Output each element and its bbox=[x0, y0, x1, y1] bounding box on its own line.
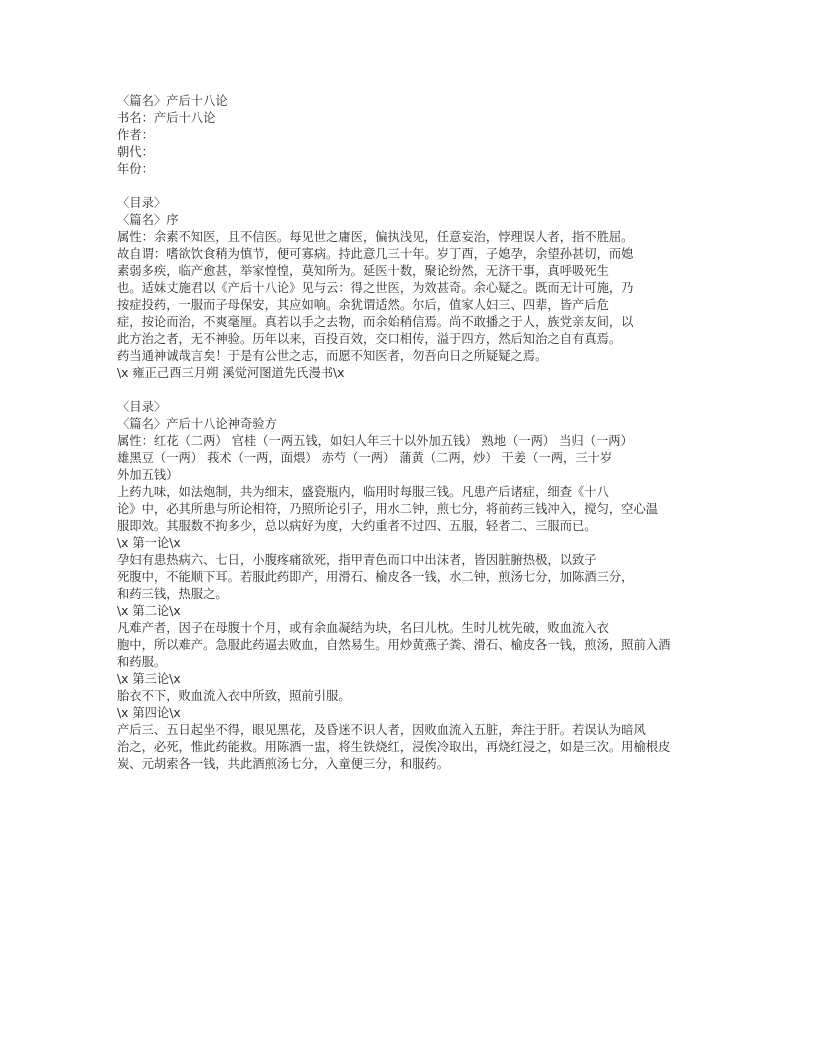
text-line: 〈目录〉 bbox=[117, 196, 167, 210]
text-line: \x 第一论\x bbox=[117, 536, 181, 550]
text-line: 朝代： bbox=[117, 145, 154, 159]
text-line: 论》中，必其所患与所论相符，乃照所论引子，用水二钟，煎七分，将前药三钱冲入，搅匀，空心温 bbox=[117, 502, 659, 516]
text-line: \x 第四论\x bbox=[117, 706, 181, 720]
text-line: 服即效。其服数不拘多少，总以病好为度，大约重者不过四、五服，轻者二、三服而已。 bbox=[117, 519, 597, 533]
text-line: 和药服。 bbox=[117, 655, 167, 669]
text-line: 书名：产后十八论 bbox=[117, 111, 216, 125]
text-line: 治之，必死，惟此药能救。用陈酒一盅，将生铁烧红，浸俟冷取出，再烧红浸之，如是三次。用榆根皮 bbox=[117, 740, 671, 754]
text-line: 〈篇名〉产后十八论 bbox=[117, 94, 228, 108]
text-line: \x 雍正己酉三月朔 溪觉河图道先氏漫书\x bbox=[117, 366, 345, 380]
text-line: 孕妇有患热病六、七日，小腹疼痛欲死，指甲青色而口中出沫者，皆因脏腑热极，以致子 bbox=[117, 553, 597, 567]
text-line: 〈篇名〉序 bbox=[117, 213, 179, 227]
blank-line bbox=[117, 178, 707, 195]
text-line: 作者： bbox=[117, 128, 154, 142]
text-line: 上药九味，如法炮制，共为细末，盛瓷瓶内，临用时每服三钱。凡患产后诸症，细查《十八 bbox=[117, 485, 609, 499]
text-line: 凡难产者，因子在母腹十个月，或有余血凝结为块，名曰儿枕。生时儿枕先破，败血流入衣 bbox=[117, 621, 609, 635]
text-line: 素弱多疾，临产愈甚，举家惶惶，莫知所为。延医十数，聚论纷然，无济干事，真呼吸死生 bbox=[117, 264, 609, 278]
text-line: \x 第二论\x bbox=[117, 604, 181, 618]
text-line: 属性：红花（二两） 官桂（一两五钱，如妇人年三十以外加五钱） 熟地（一两） 当归（一两） bbox=[117, 434, 633, 448]
text-line: 产后三、五日起坐不得，眼见黑花，及昏迷不识人者，因败血流入五脏，奔注于肝。若误认为暗风 bbox=[117, 723, 646, 737]
text-line: 药当通神诚哉言矣！于是有公世之志，而愿不知医者，勿吾向日之所疑疑之焉。 bbox=[117, 349, 548, 363]
text-line: 症，按论而治，不爽毫厘。真若以手之去物，而余始稍信焉。尚不敢播之于人，族党亲友间，以 bbox=[117, 315, 634, 329]
text-line: 炭、元胡索各一钱，共此酒煎汤七分，入童便三分，和服药。 bbox=[117, 757, 450, 771]
text-line: 胞中，所以难产。急服此药逼去败血，自然易生。用炒黄燕子粪、滑石、榆皮各一钱，煎汤，照前入酒 bbox=[117, 638, 671, 652]
blank-line bbox=[117, 382, 707, 399]
text-line: 年份： bbox=[117, 162, 154, 176]
text-line: 雄黑豆（一两） 莪术（一两，面煨） 赤芍（一两） 蒲黄（二两，炒） 干姜（一两，三十岁 bbox=[117, 451, 613, 465]
text-line: 也。适妹丈施君以《产后十八论》见与云：得之世医，为效甚奇。余心疑之。既而无计可施，乃 bbox=[117, 281, 634, 295]
text-line: \x 第三论\x bbox=[117, 672, 181, 686]
text-line: 按症投药，一服而子母保安，其应如响。余犹谓适然。尔后，值家人妇三、四辈，皆产后危 bbox=[117, 298, 609, 312]
text-line: 胎衣不下，败血流入衣中所致，照前引服。 bbox=[117, 689, 351, 703]
document-text-body bbox=[117, 93, 707, 773]
text-line: 〈篇名〉产后十八论神奇验方 bbox=[117, 417, 277, 431]
text-line: 〈目录〉 bbox=[117, 400, 167, 414]
text-line: 此方治之者，无不神验。历年以来，百投百效，交口相传，溢于四方，然后知治之自有真焉。 bbox=[117, 332, 622, 346]
text-line: 外加五钱） bbox=[117, 468, 179, 482]
text-line: 故自谓：嗜欲饮食稍为慎节，便可寡病。持此意几三十年。岁丁酉，子媳孕，余望孙甚切，而媳 bbox=[117, 247, 634, 261]
text-line: 和药三钱，热服之。 bbox=[117, 587, 228, 601]
text-line: 属性：余素不知医，且不信医。每见世之庸医，偏执浅见，任意妄治，悖理误人者，指不胜屈。 bbox=[117, 230, 634, 244]
text-line: 死腹中，不能顺下耳。若服此药即产，用滑石、榆皮各一钱，水二钟，煎汤七分，加陈酒三分， bbox=[117, 570, 634, 584]
